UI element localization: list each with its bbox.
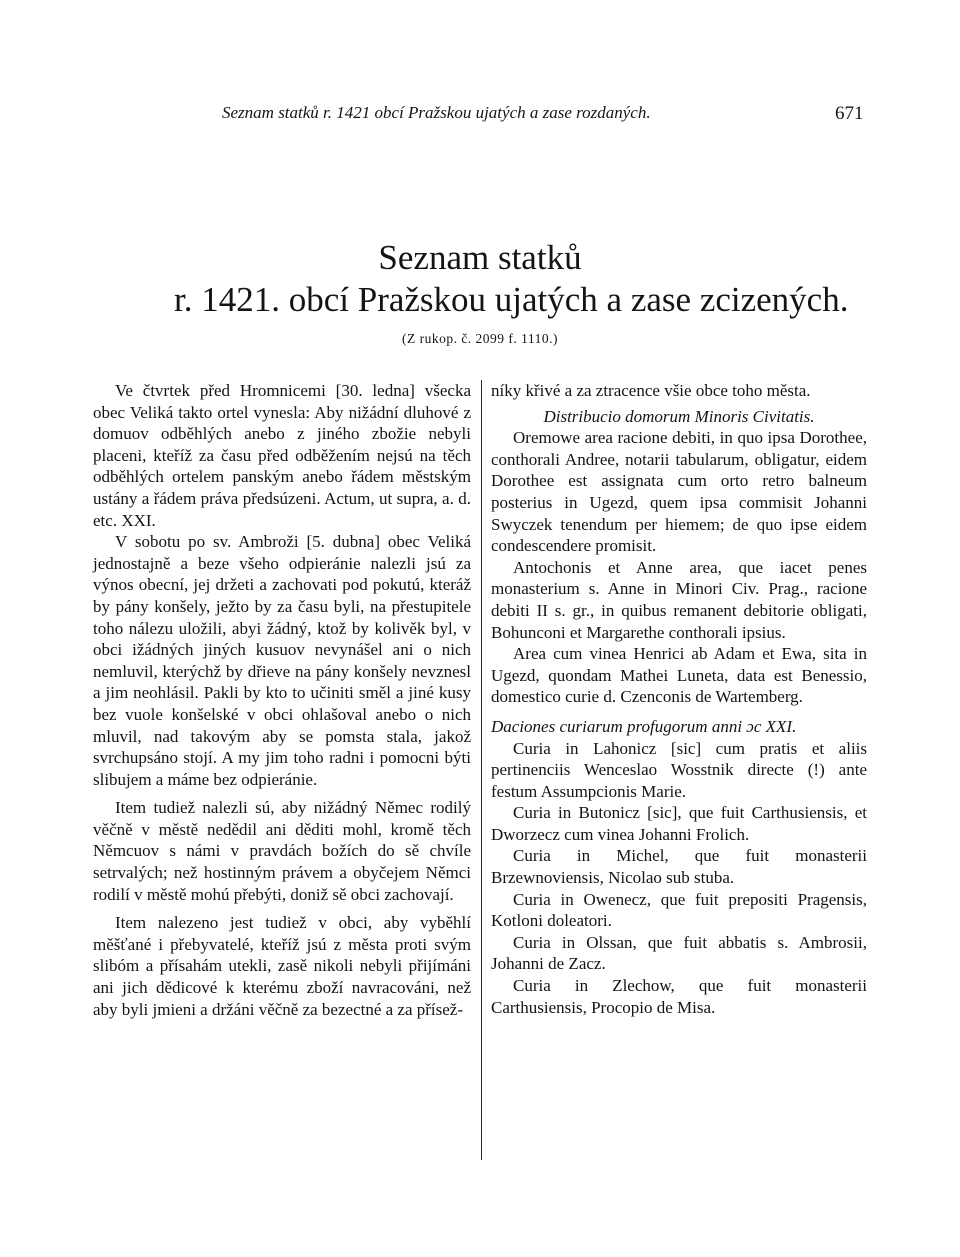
source-note: (Z rukop. č. 2099 f. 1110.) [401,331,559,346]
right-paragraph-9: Curia in Zlechow, que fuit monasterii Carthusiensis, Procopio de Misa. [491,976,867,1017]
title-line-1: Seznam statků [378,238,582,277]
right-paragraph-3: Area cum vinea Henrici ab Adam et Ewa, sita in Ugezd, quondam Mathei Luneta, data est Benessio, domestico curie d. Czenconis de Wartemberg. [491,644,867,707]
right-paragraph-6: Curia in Michel, que fuit monasterii Brzewnoviensis, Nicolao sub stuba. [491,846,867,888]
left-column [93,380,471,1020]
right-paragraph-continuation: níky křivé a za ztracence všie obce toho města. [491,381,811,400]
right-paragraph-8: Curia in Olssan, que fuit abbatis s. Ambrosii, Johanni de Zacz. [491,932,867,974]
left-paragraph-4: Item nalezeno jest tudiež v obci, aby vyběhlí měšťané i přebyvatelé, kteříž jsú z města proti svým slibóm a přísahám utekli, zasě nikoli nebyli přijímáni ani jich dědicové k kterému zboží navracováni, než aby byli jmieni a držáni věčně za bezectné a za přísež- [93,913,471,1019]
left-paragraph-2: V sobotu po sv. Ambroži [5. dubna] obec Veliká jednostajně a beze všeho odpieránie nalezli jsú za výnos obecní, jej držeti a zachovati pod pokutú, kteráž by pány konšely, ježto by za času byli, na přestupitele toho nálezu uložili, abyi žádný, ktož by kolivěk byl, v obci ižádných jiných kusuov nevynášel ani o nich nemluvil, kterýchž by dřieve na pány konšely nevznesl a jim neohlásil. Pakli by kto to učiniti směl a jiné kusy bez vuole konšelské v obci ohlašoval anebo o nich mluvil, nad takovým aby se pomsta stala, jakož svrchupsáno stojí. A my jim toho radni i pomocni býti slibujem a máme bez odpieránie. [93,532,471,789]
title-line-2: r. 1421. obcí Pražskou ujatých a zase zcizených. [174,280,849,319]
right-column [491,380,867,1018]
right-paragraph-7: Curia in Owenecz, que fuit prepositi Pragensis, Kotloni doleatori. [491,889,867,931]
column-divider [481,380,482,1160]
left-paragraph-3: Item tudiež nalezli sú, aby nižádný Němec rodilý věčně v městě nedědil ani děditi mohl, kromě těch Němcuov s námi v pravdách božích do sě chvíle setrvalých; než hostinným právem a obyčejem Němci rodilí v městě mohú přebýti, doniž sě obci zachovají. [93,798,471,904]
right-paragraph-4: Curia in Lahonicz [sic] cum pratis et aliis pertinenciis Wenceslao Wosstnik directe (!) ante festum Assumpcionis Marie. [491,738,867,801]
section-heading-distribucio: Distribucio domorum Minoris Civitatis. [543,406,815,426]
running-head: Seznam statků r. 1421 obcí Pražskou ujatých a zase rozdaných. [222,103,651,122]
right-paragraph-1: Oremowe area racione debiti, in quo ipsa Dorothee, conthorali Andree, notarii tabularum, obligatur, eidem Dorothee est assignata cum orto retro balneum posterius in Ugezd, quem ipsa commisit Johanni Swyczek tenendum per hiemem; de quo ipse eidem condescendere promisit. [491,428,867,556]
section-heading-daciones: Daciones curiarum profugorum anni ɔc XXI. [491,716,797,736]
page-number: 671 [835,103,864,124]
left-paragraph-1: Ve čtvrtek před Hromnicemi [30. ledna] všecka obec Veliká takto ortel vynesla: Aby nižádní dluhové z domuov odběhlých anebo z jiného zbožie nebyli placeni, kteříž za času před odběžením nejsú na těch odběhlých ortelem panským anebo řádem městským ustány a řádem práva předsúzeni. Actum, ut supra, a. d. etc. XXI. [93,381,471,530]
right-paragraph-2: Antochonis et Anne area, que iacet penes monasterium s. Anne in Minori Civ. Prag., racione debiti II s. gr., in quibus remanent debitorie obligati, Bohunconi et Margarethe conthorali ipsius. [491,557,867,642]
right-paragraph-5: Curia in Butonicz [sic], que fuit Carthusiensis, et Dworzecz cum vinea Johanni Frolich. [491,803,867,844]
